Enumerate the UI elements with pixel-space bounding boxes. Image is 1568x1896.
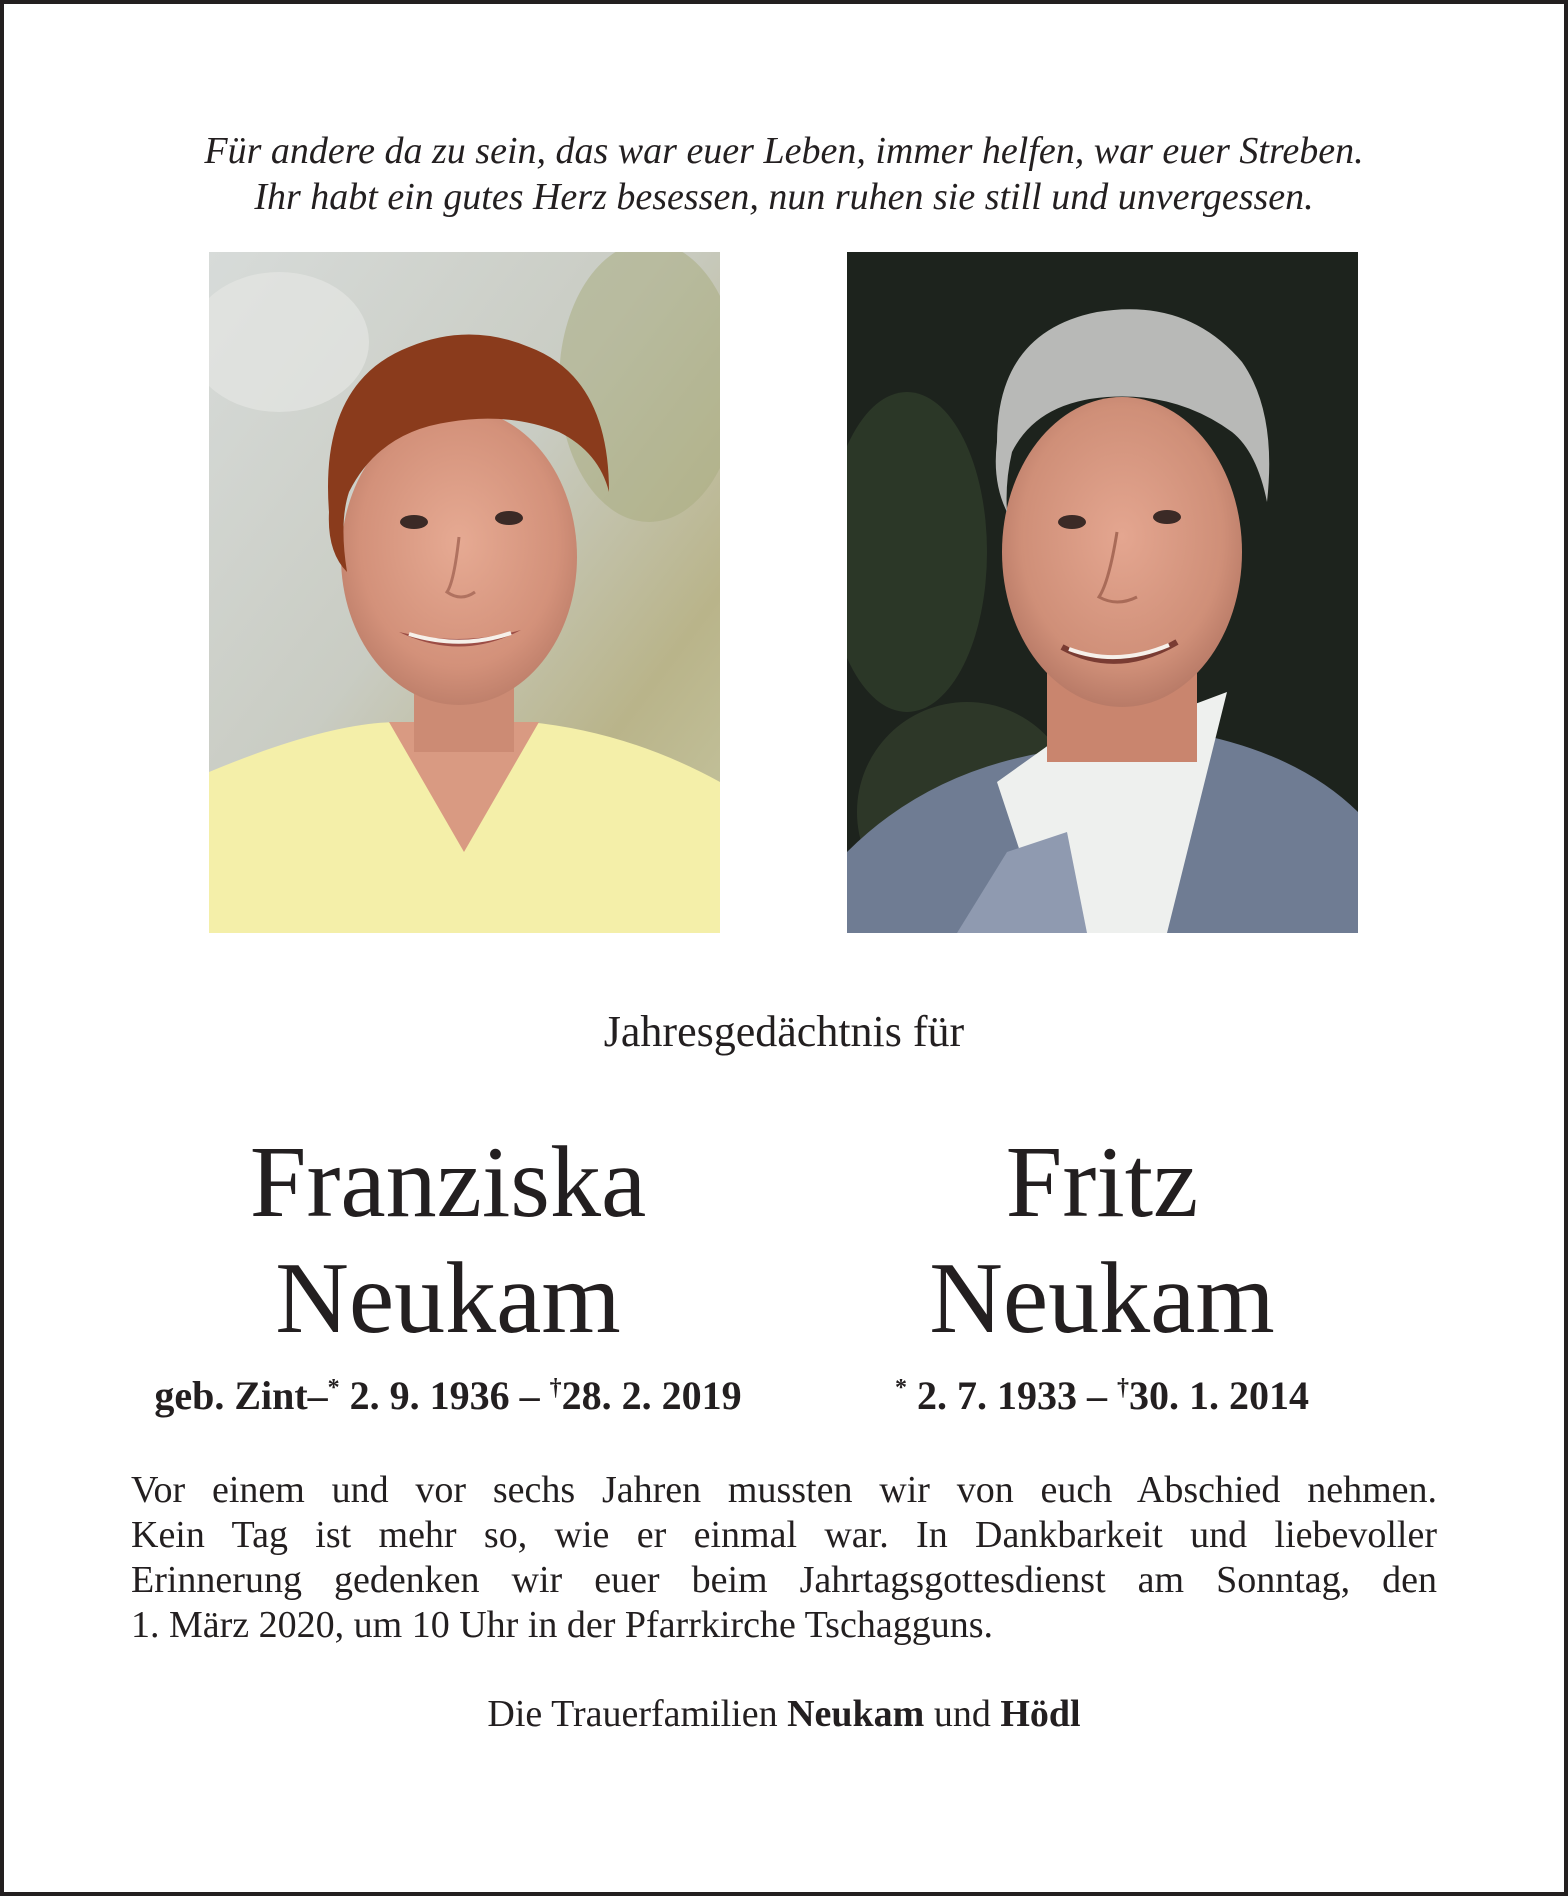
memorial-text-line-1: Vor einem und vor sechs Jahren mussten wir von euch Abschied nehmen. bbox=[131, 1469, 1437, 1511]
first-name-fritz: Fritz bbox=[1005, 1126, 1199, 1239]
memorial-intro: Jahresgedächtnis für bbox=[603, 1007, 965, 1056]
name-franziska bbox=[88, 1125, 808, 1357]
family-name-hoedl: Hödl bbox=[1000, 1693, 1081, 1735]
memorial-text-line-2: Kein Tag ist mehr so, wie er einmal war. In Dankbarkeit und liebevoller bbox=[131, 1514, 1437, 1556]
family-name-neukam: Neukam bbox=[787, 1693, 925, 1735]
date-separator-franziska: – bbox=[509, 1373, 550, 1418]
death-mark-franziska: † bbox=[549, 1375, 562, 1401]
date-separator-fritz: – bbox=[1077, 1373, 1117, 1418]
name-fritz bbox=[742, 1125, 1462, 1357]
memorial-text-line-4: 1. März 2020, um 10 Uhr in der Pfarrkirche Tschagguns. bbox=[131, 1604, 993, 1646]
first-name-franziska: Franziska bbox=[249, 1126, 647, 1239]
memorial-text-line-3: Erinnerung gedenken wir euer beim Jahrtagsgottesdienst am Sonntag, den bbox=[131, 1559, 1437, 1601]
memorial-text bbox=[131, 1468, 1437, 1648]
portrait-fritz bbox=[847, 252, 1358, 933]
death-date-franziska: 28. 2. 2019 bbox=[561, 1373, 742, 1418]
portrait-franziska bbox=[209, 252, 720, 933]
last-name-fritz: Neukam bbox=[929, 1242, 1275, 1355]
death-date-fritz: 30. 1. 2014 bbox=[1129, 1373, 1309, 1418]
birth-mark-fritz: * bbox=[895, 1375, 907, 1401]
birth-mark-franziska: * bbox=[327, 1375, 340, 1401]
birth-date-franziska: 2. 9. 1936 bbox=[349, 1373, 510, 1418]
dates-franziska bbox=[88, 1363, 808, 1421]
maiden-name-franziska: geb. Zint– bbox=[154, 1373, 328, 1418]
death-mark-fritz: † bbox=[1117, 1375, 1129, 1401]
birth-date-fritz: 2. 7. 1933 bbox=[917, 1373, 1077, 1418]
motto-line-2: Ihr habt ein gutes Herz besessen, nun ruhen sie still und unvergessen. bbox=[254, 176, 1314, 218]
dates-fritz bbox=[742, 1363, 1462, 1421]
motto-verse bbox=[0, 128, 1568, 220]
signature bbox=[0, 1690, 1568, 1738]
signature-conjunction: und bbox=[924, 1693, 1001, 1735]
last-name-franziska: Neukam bbox=[275, 1242, 621, 1355]
signature-prefix: Die Trauerfamilien bbox=[487, 1693, 788, 1735]
motto-line-1: Für andere da zu sein, das war euer Leben, immer helfen, war euer Streben. bbox=[204, 130, 1364, 172]
